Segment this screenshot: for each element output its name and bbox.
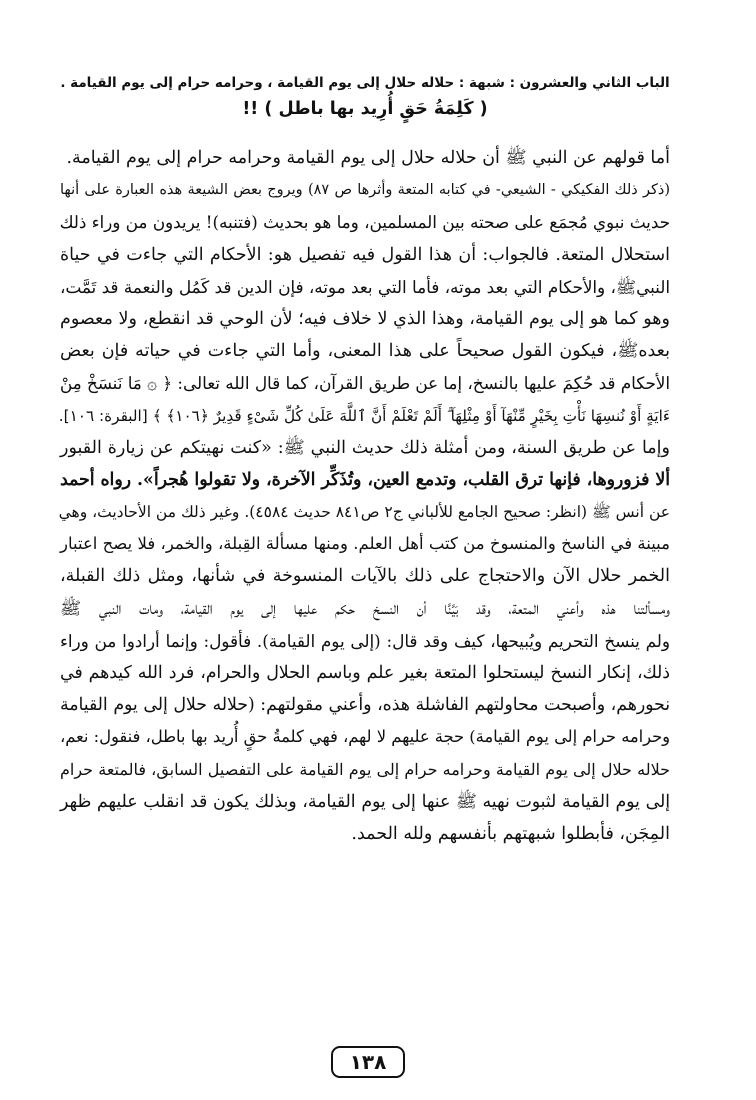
text-line: المِجَن، فأبطلوا شبهتهم بأنفسهم ولله الحمد.: [351, 823, 670, 844]
body-text: [60, 142, 670, 850]
text-line: أما قولهم عن النبي ﷺ أن حلاله حلال إلى يوم القيامة وحرامه حرام إلى يوم القيامة.: [66, 148, 670, 168]
text-line: وإما عن طريق السنة، ومن أمثلة ذلك حديث النبي ﷺ: «كنت نهيتكم عن زيارة القبور: [60, 437, 670, 458]
text-line: ومسألتنا هذه وأعني المتعة، وقد بَيَّنَّا أن النسخ حكم عليها إلى يوم القيامة، ومات النبي ﷺ: [60, 598, 670, 619]
text-line: بعدهﷺ، فيكون القول صحيحاً على هذا المعنى، وأما التي جاءت في حياته فإن بعض: [60, 341, 670, 362]
text-line: استحلال المتعة. فالجواب: أن هذا القول فيه تفصيل هو: الأحكام التي جاءت في حياة: [60, 244, 670, 265]
chapter-title: الباب الثاني والعشرون : شبهة : حلاله حلال إلى يوم القيامة ، وحرامه حرام إلى يوم القيامة .: [60, 75, 670, 91]
text-line: الأحكام قد حُكِمَ عليها بالنسخ، إما عن طريق القرآن، كما قال الله تعالى: ﴿ ۞ مَا نَنسَخْ مِنْ: [59, 373, 670, 394]
text-line: وهو كما هو إلى يوم القيامة، وهذا الذي لا خلاف فيه؛ لأن الوحي قد انقطع، ولا معصوم: [60, 308, 670, 329]
hadith-line: ألا فزوروها، فإنها ترق القلب، وتدمع العين، وتُذَكِّر الآخرة، ولا تقولوا هُجراً». رواه أحمد: [60, 469, 670, 490]
text-line: النبيﷺ، والأحكام التي بعد موته، فأما التي بعد موته، فإن الدين قد كَمُل والنعمة قد تَمَّت،: [60, 276, 670, 297]
chapter-subtitle: ( كَلِمَةُ حَقٍ أُرِيد بها باطل ) !!: [242, 99, 488, 119]
text-line: نحورهم، وأصبحت محاولتهم الفاشلة هذه، وأعني مقولتهم: (حلاله حلال إلى يوم القيامة: [60, 695, 670, 716]
text-line: ذلك، إنكار النسخ ليستحلوا المتعة بغير علم وباسم الحلال والحرام، فرد الله كيدهم في: [60, 663, 670, 683]
text-line: حديث نبوي مُجمَع على صحته بين المسلمين، وما هو بحديث (فتنبه)! يريدون من وراء ذلك: [59, 212, 670, 233]
page-number-text: ١٣٨: [349, 1050, 387, 1074]
text-line: حلاله حلال إلى يوم القيامة وحرامه حرام إلى يوم القيامة على التفصيل السابق، فالمتعة حرام: [60, 759, 670, 779]
text-line: عن أنس ﷺ (انظر: صحيح الجامع للألباني ج٢ ص٨٤١ حديث ٤٥٨٤). وغير ذلك من الأحاديث، وهي: [58, 503, 670, 522]
page-number: [331, 1046, 405, 1078]
chapter-header: [60, 70, 670, 122]
text-line: الخمر حلال الآن والاحتجاج على ذلك بالآيات المنسوخة في شأنها، ومثل ذلك القبلة،: [60, 566, 670, 587]
text-line: مبينة في الناسخ والمنسوخ من كتب أهل العلم. ومنها مسألة القِبلة، والخمر، فلا يصح اعتبار: [60, 534, 670, 554]
text-line: ولم ينسخ التحريم ويُبيحها، كيف وقد قال: (إلى يوم القيامة). فأقول: وإنما أرادوا من وراء: [60, 630, 670, 651]
quran-verse-line: ءَايَةٍ أَوْ نُنسِهَا نَأْتِ بِخَيْرٍ مِّنْهَآ أَوْ مِثْلِهَآ ۗ أَلَمْ تَعْلَمْ أَنَّ ٱللَّهَ عَلَىٰ كُلِّ شَىْءٍ قَدِيرٌ ﴿١٠٦﴾ ﴾ [البقرة: ١٠٦].: [58, 406, 670, 425]
text-line: وحرامه حرام إلى يوم القيامة) حجة عليهم لا لهم، فهي كلمةُ حقٍ أُريد بها باطل، فنقول: نعم،: [60, 727, 670, 747]
text-line: إلى يوم القيامة لثبوت نهيه ﷺ عنها إلى يوم القيامة، وبذلك يكون قد انقلب عليهم ظهر: [60, 791, 670, 812]
text-line: (ذكر ذلك الفكيكي - الشيعي- في كتابه المتعة وأثرها ص ٨٧) ويروج بعض الشيعة هذه العبارة على أنها: [60, 182, 670, 199]
